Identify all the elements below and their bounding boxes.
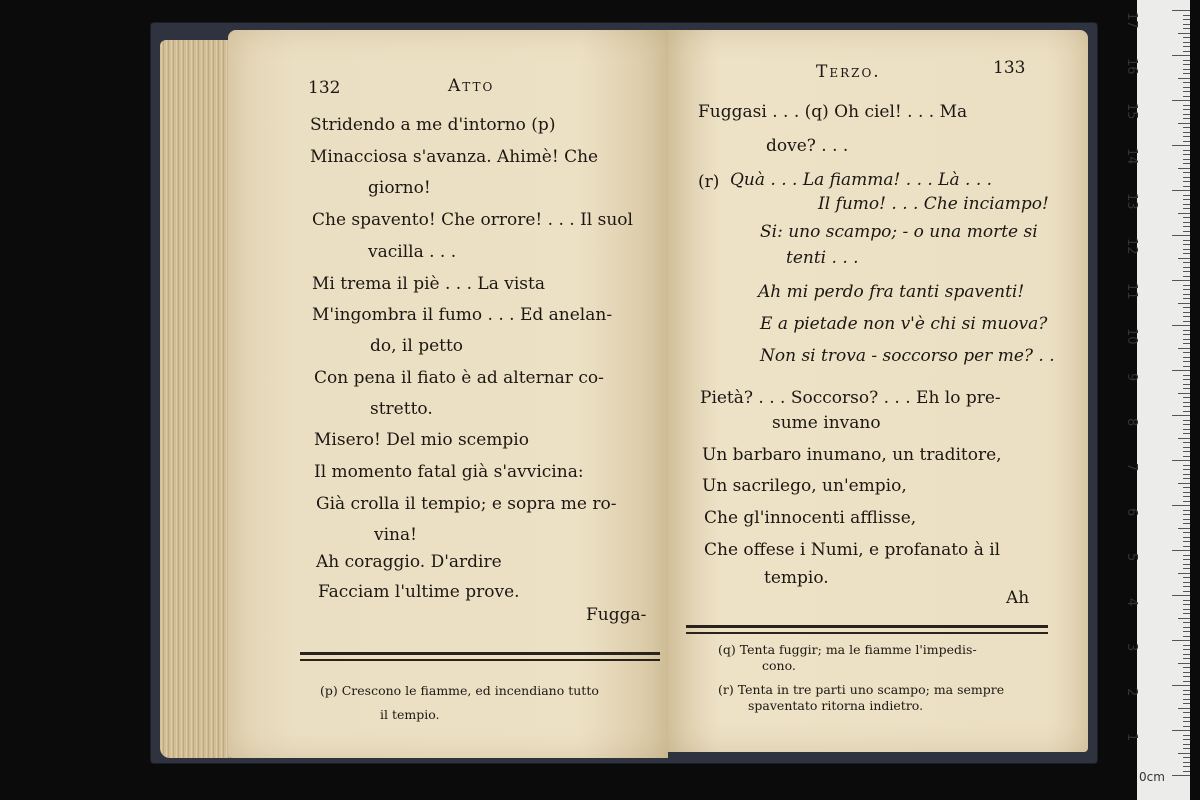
left-page	[228, 30, 668, 758]
ruler-tick	[1183, 249, 1190, 250]
ruler-tick	[1172, 10, 1190, 11]
ruler-tick	[1172, 775, 1190, 776]
footnote-rule	[686, 625, 1048, 628]
ruler-tick	[1183, 582, 1190, 583]
ruler-tick	[1183, 613, 1190, 614]
ruler-unit: 0cm	[1139, 770, 1165, 784]
ruler-tick	[1172, 190, 1190, 191]
footnote-rule	[686, 632, 1048, 634]
ruler-tick	[1183, 631, 1190, 632]
ruler-tick	[1183, 37, 1190, 38]
ruler-tick	[1183, 118, 1190, 119]
footnote-line: (q) Tenta fuggir; ma le fiamme l'impedis-	[718, 642, 977, 657]
text-line: vacilla . . .	[368, 242, 457, 262]
ruler-tick	[1172, 685, 1190, 686]
ruler-tick	[1183, 109, 1190, 110]
left-running-head: Atto	[448, 76, 495, 96]
italic-line: tenti . . .	[786, 248, 859, 268]
ruler-tick	[1183, 177, 1190, 178]
ruler-tick	[1183, 766, 1190, 767]
ruler-tick	[1172, 325, 1190, 326]
ruler-tick	[1183, 271, 1190, 272]
ruler-tick	[1183, 667, 1190, 668]
right-running-head: Terzo.	[816, 62, 881, 82]
ruler-tick	[1183, 73, 1190, 74]
ruler-tick	[1183, 654, 1190, 655]
ruler-tick	[1183, 253, 1190, 254]
ruler-tick	[1183, 604, 1190, 605]
ruler-tick	[1183, 199, 1190, 200]
ruler-tick	[1183, 523, 1190, 524]
ruler-tick	[1183, 357, 1190, 358]
ruler-tick	[1183, 244, 1190, 245]
ruler-tick	[1183, 91, 1190, 92]
ruler-tick	[1172, 415, 1190, 416]
ruler-tick	[1183, 519, 1190, 520]
footnote-line: spaventato ritorna indietro.	[748, 698, 924, 713]
ruler-tick	[1183, 366, 1190, 367]
ruler-tick	[1183, 172, 1190, 173]
ruler-tick	[1183, 307, 1190, 308]
ruler-tick	[1183, 388, 1190, 389]
text-line: Un sacrilego, un'empio,	[702, 476, 907, 496]
ruler-number: 7	[1124, 463, 1139, 472]
ruler-tick	[1183, 163, 1190, 164]
ruler-tick	[1183, 285, 1190, 286]
ruler-tick	[1183, 645, 1190, 646]
ruler-tick	[1178, 708, 1190, 709]
ruler-tick	[1183, 636, 1190, 637]
ruler-tick	[1183, 298, 1190, 299]
ruler-tick	[1183, 757, 1190, 758]
ruler-tick	[1183, 514, 1190, 515]
text-line: do, il petto	[370, 336, 464, 356]
text-line: Pietà? . . . Soccorso? . . . Eh lo pre-	[700, 388, 1001, 408]
ruler-tick	[1183, 208, 1190, 209]
ruler-tick	[1178, 528, 1190, 529]
ruler-tick	[1183, 330, 1190, 331]
text-line: Un barbaro inumano, un traditore,	[702, 445, 1002, 465]
ruler-tick	[1183, 42, 1190, 43]
ruler-tick	[1183, 591, 1190, 592]
ruler-tick	[1183, 289, 1190, 290]
italic-line: Ah mi perdo fra tanti spaventi!	[758, 282, 1025, 302]
ruler-tick	[1183, 721, 1190, 722]
ruler-tick	[1183, 694, 1190, 695]
ruler-tick	[1183, 312, 1190, 313]
ruler-tick	[1183, 402, 1190, 403]
ruler-tick	[1183, 559, 1190, 560]
footnote-line: (p) Crescono le fiamme, ed incendiano tutto	[320, 683, 599, 698]
ruler-tick	[1178, 78, 1190, 79]
ruler-number: 12	[1124, 238, 1139, 255]
footnote-line: (r) Tenta in tre parti uno scampo; ma sempre	[718, 682, 1005, 697]
ruler-number: 1	[1124, 733, 1139, 742]
ruler-tick	[1183, 442, 1190, 443]
italic-line: E a pietade non v'è chi si muova?	[760, 314, 1048, 334]
ruler-tick	[1183, 739, 1190, 740]
ruler-tick	[1183, 19, 1190, 20]
ruler-tick	[1183, 771, 1190, 772]
ruler-tick	[1183, 28, 1190, 29]
ruler-tick	[1178, 618, 1190, 619]
ruler-tick	[1183, 181, 1190, 182]
right-page-number: 133	[993, 58, 1026, 78]
ruler-tick	[1183, 474, 1190, 475]
ruler-tick	[1183, 352, 1190, 353]
text-line: sume invano	[772, 413, 881, 433]
ruler-tick	[1183, 136, 1190, 137]
ruler-tick	[1183, 748, 1190, 749]
ruler-number: 5	[1124, 553, 1139, 562]
ruler-tick	[1183, 397, 1190, 398]
text-line: tempio.	[764, 568, 829, 588]
ruler-number: 10	[1124, 328, 1139, 345]
ruler-number: 14	[1124, 148, 1139, 165]
ruler-tick	[1183, 222, 1190, 223]
ruler-tick	[1183, 600, 1190, 601]
ruler-tick	[1183, 316, 1190, 317]
ruler-tick	[1183, 609, 1190, 610]
ruler-tick	[1178, 33, 1190, 34]
measurement-ruler	[1124, 0, 1190, 800]
ruler-tick	[1183, 406, 1190, 407]
text-line: M'ingombra il fumo . . . Ed anelan-	[312, 305, 613, 325]
ruler-tick	[1183, 276, 1190, 277]
ruler-tick	[1183, 379, 1190, 380]
ruler-tick	[1172, 55, 1190, 56]
text-line: giorno!	[368, 178, 431, 198]
ruler-tick	[1172, 145, 1190, 146]
ruler-tick	[1183, 231, 1190, 232]
ruler-tick	[1183, 217, 1190, 218]
ruler-tick	[1183, 447, 1190, 448]
ruler-number: 6	[1124, 508, 1139, 517]
ruler-tick	[1178, 753, 1190, 754]
ruler-tick	[1183, 465, 1190, 466]
ruler-tick	[1183, 469, 1190, 470]
ruler-tick	[1178, 483, 1190, 484]
ruler-tick	[1183, 433, 1190, 434]
ruler-tick	[1178, 303, 1190, 304]
ruler-tick	[1183, 649, 1190, 650]
ruler-tick	[1183, 627, 1190, 628]
ruler-tick	[1183, 586, 1190, 587]
ruler-number: 17	[1124, 12, 1139, 29]
ruler-tick	[1183, 478, 1190, 479]
ruler-tick	[1183, 186, 1190, 187]
italic-line: Quà . . . La fiamma! . . . Là . . .	[730, 170, 993, 190]
ruler-number: 9	[1124, 373, 1139, 382]
ruler-tick	[1183, 96, 1190, 97]
left-page-number: 132	[308, 78, 341, 98]
ruler-tick	[1183, 195, 1190, 196]
ruler-tick	[1172, 280, 1190, 281]
ruler-tick	[1183, 420, 1190, 421]
ruler-tick	[1183, 501, 1190, 502]
ruler-tick	[1183, 150, 1190, 151]
ruler-tick	[1178, 123, 1190, 124]
ruler-tick	[1183, 424, 1190, 425]
text-line: Facciam l'ultime prove.	[318, 582, 520, 602]
ruler-tick	[1172, 505, 1190, 506]
ruler-tick	[1183, 622, 1190, 623]
ruler-tick	[1183, 735, 1190, 736]
ruler-tick	[1183, 361, 1190, 362]
italic-line: Si: uno scampo; - o una morte si	[760, 222, 1038, 242]
ruler-tick	[1178, 258, 1190, 259]
text-line: Che spavento! Che orrore! . . . Il suol	[312, 210, 633, 230]
ruler-tick	[1183, 703, 1190, 704]
ruler-tick	[1172, 460, 1190, 461]
ruler-tick	[1183, 267, 1190, 268]
ruler-tick	[1183, 699, 1190, 700]
ruler-tick	[1183, 127, 1190, 128]
ruler-tick	[1183, 51, 1190, 52]
ruler-tick	[1183, 64, 1190, 65]
footnote-rule	[300, 659, 660, 661]
ruler-tick	[1183, 496, 1190, 497]
ruler-tick	[1172, 595, 1190, 596]
ruler-number: 13	[1124, 193, 1139, 210]
ruler-number: 2	[1124, 688, 1139, 697]
ruler-tick	[1183, 343, 1190, 344]
ruler-tick	[1178, 393, 1190, 394]
ruler-tick	[1183, 105, 1190, 106]
ruler-tick	[1183, 456, 1190, 457]
ruler-tick	[1183, 690, 1190, 691]
text-line: stretto.	[370, 399, 433, 419]
ruler-tick	[1183, 24, 1190, 25]
ruler-tick	[1178, 573, 1190, 574]
ruler-tick	[1183, 546, 1190, 547]
ruler-tick	[1178, 348, 1190, 349]
ruler-number: 8	[1124, 418, 1139, 427]
right-page	[668, 30, 1088, 752]
ruler-number: 11	[1124, 283, 1139, 300]
ruler-tick	[1178, 168, 1190, 169]
ruler-tick	[1183, 384, 1190, 385]
ruler-tick	[1183, 87, 1190, 88]
ruler-tick	[1183, 676, 1190, 677]
ruler-tick	[1183, 204, 1190, 205]
ruler-tick	[1178, 213, 1190, 214]
text-line: Con pena il fiato è ad alternar co-	[314, 368, 604, 388]
catchword: Fugga-	[586, 605, 647, 625]
text-line: Che gl'innocenti afflisse,	[704, 508, 917, 528]
ruler-number: 15	[1124, 103, 1139, 120]
ruler-tick	[1183, 726, 1190, 727]
ruler-number: 16	[1124, 58, 1139, 75]
ruler-tick	[1183, 492, 1190, 493]
ruler-tick	[1178, 438, 1190, 439]
ruler-tick	[1183, 240, 1190, 241]
ruler-tick	[1183, 541, 1190, 542]
ruler-tick	[1172, 730, 1190, 731]
ruler-tick	[1183, 712, 1190, 713]
text-line: Il momento fatal già s'avvicina:	[314, 462, 584, 482]
ruler-tick	[1183, 46, 1190, 47]
text-line: Stridendo a me d'intorno (p)	[310, 115, 556, 135]
ruler-number: 3	[1124, 643, 1139, 652]
ruler-tick	[1178, 663, 1190, 664]
text-line: Già crolla il tempio; e sopra me ro-	[316, 494, 617, 514]
text-line: Minacciosa s'avanza. Ahimè! Che	[310, 147, 599, 167]
ruler-tick	[1183, 717, 1190, 718]
ruler-tick	[1183, 375, 1190, 376]
italic-line: Non si trova - soccorso per me? . .	[760, 346, 1055, 366]
ruler-tick	[1183, 411, 1190, 412]
ruler-tick	[1183, 69, 1190, 70]
text-line: Misero! Del mio scempio	[314, 430, 529, 450]
footnote-line: il tempio.	[380, 707, 440, 722]
ruler-tick	[1183, 334, 1190, 335]
ruler-tick	[1183, 510, 1190, 511]
ruler-tick	[1183, 132, 1190, 133]
footnote-marker: (r)	[698, 172, 720, 192]
ruler-tick	[1183, 294, 1190, 295]
ruler-tick	[1183, 339, 1190, 340]
ruler-tick	[1183, 681, 1190, 682]
ruler-tick	[1172, 370, 1190, 371]
ruler-tick	[1183, 114, 1190, 115]
ruler-tick	[1183, 577, 1190, 578]
ruler-tick	[1183, 154, 1190, 155]
ruler-tick	[1183, 429, 1190, 430]
text-line: Fuggasi . . . (q) Oh ciel! . . . Ma	[698, 102, 968, 122]
ruler-tick	[1183, 564, 1190, 565]
ruler-tick	[1183, 451, 1190, 452]
ruler-tick	[1183, 141, 1190, 142]
ruler-tick	[1183, 568, 1190, 569]
ruler-tick	[1183, 672, 1190, 673]
text-line: Che offese i Numi, e profanato à il	[704, 540, 1001, 560]
ruler-tick	[1172, 640, 1190, 641]
text-line: dove? . . .	[766, 136, 849, 156]
ruler-tick	[1183, 60, 1190, 61]
ruler-tick	[1183, 15, 1190, 16]
ruler-tick	[1183, 321, 1190, 322]
ruler-tick	[1183, 226, 1190, 227]
ruler-tick	[1172, 550, 1190, 551]
text-line: Ah coraggio. D'ardire	[316, 552, 502, 572]
text-line: Mi trema il piè . . . La vista	[312, 274, 545, 294]
catchword: Ah	[1006, 588, 1030, 608]
footnote-line: cono.	[762, 658, 796, 673]
ruler-tick	[1183, 82, 1190, 83]
ruler-tick	[1183, 537, 1190, 538]
ruler-tick	[1172, 100, 1190, 101]
text-line: vina!	[374, 525, 417, 545]
ruler-tick	[1183, 762, 1190, 763]
ruler-number: 4	[1124, 598, 1139, 607]
ruler-tick	[1183, 744, 1190, 745]
ruler-tick	[1183, 159, 1190, 160]
italic-line: Il fumo! . . . Che inciampo!	[818, 194, 1049, 214]
page-edges	[160, 40, 230, 758]
ruler-tick	[1183, 262, 1190, 263]
ruler-tick	[1183, 532, 1190, 533]
footnote-rule	[300, 652, 660, 655]
ruler-tick	[1183, 658, 1190, 659]
ruler-tick	[1172, 235, 1190, 236]
ruler-tick	[1183, 487, 1190, 488]
ruler-tick	[1183, 555, 1190, 556]
